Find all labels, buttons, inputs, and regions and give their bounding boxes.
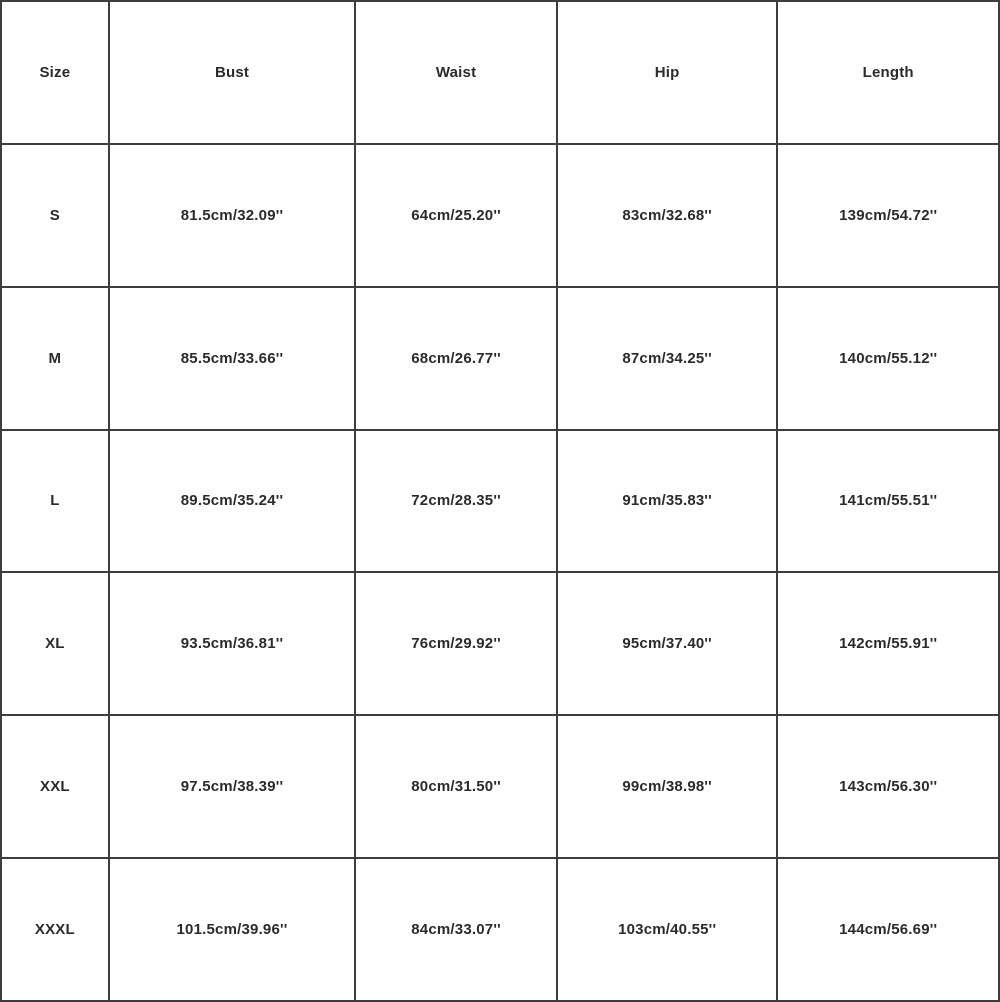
column-header-bust: Bust <box>109 1 356 144</box>
length-cell: 143cm/56.30'' <box>777 715 999 858</box>
table-row <box>1 430 999 573</box>
column-header-length: Length <box>777 1 999 144</box>
hip-cell: 103cm/40.55'' <box>557 858 778 1001</box>
hip-cell: 99cm/38.98'' <box>557 715 778 858</box>
bust-cell: 93.5cm/36.81'' <box>109 572 356 715</box>
size-cell: XL <box>1 572 109 715</box>
table-row <box>1 144 999 287</box>
bust-cell: 101.5cm/39.96'' <box>109 858 356 1001</box>
length-cell: 140cm/55.12'' <box>777 287 999 430</box>
bust-cell: 81.5cm/32.09'' <box>109 144 356 287</box>
column-header-hip: Hip <box>557 1 778 144</box>
size-cell: XXL <box>1 715 109 858</box>
length-cell: 144cm/56.69'' <box>777 858 999 1001</box>
size-cell: XXXL <box>1 858 109 1001</box>
waist-cell: 84cm/33.07'' <box>355 858 557 1001</box>
size-cell: L <box>1 430 109 573</box>
waist-cell: 64cm/25.20'' <box>355 144 557 287</box>
table-body <box>1 144 999 1001</box>
bust-cell: 85.5cm/33.66'' <box>109 287 356 430</box>
column-header-waist: Waist <box>355 1 557 144</box>
table-row <box>1 858 999 1001</box>
length-cell: 142cm/55.91'' <box>777 572 999 715</box>
hip-cell: 95cm/37.40'' <box>557 572 778 715</box>
bust-cell: 97.5cm/38.39'' <box>109 715 356 858</box>
waist-cell: 72cm/28.35'' <box>355 430 557 573</box>
table-row <box>1 572 999 715</box>
hip-cell: 87cm/34.25'' <box>557 287 778 430</box>
waist-cell: 76cm/29.92'' <box>355 572 557 715</box>
length-cell: 141cm/55.51'' <box>777 430 999 573</box>
hip-cell: 91cm/35.83'' <box>557 430 778 573</box>
size-cell: S <box>1 144 109 287</box>
bust-cell: 89.5cm/35.24'' <box>109 430 356 573</box>
header-row <box>1 1 999 144</box>
table-row <box>1 715 999 858</box>
hip-cell: 83cm/32.68'' <box>557 144 778 287</box>
waist-cell: 80cm/31.50'' <box>355 715 557 858</box>
table-row <box>1 287 999 430</box>
size-cell: M <box>1 287 109 430</box>
column-header-size: Size <box>1 1 109 144</box>
waist-cell: 68cm/26.77'' <box>355 287 557 430</box>
length-cell: 139cm/54.72'' <box>777 144 999 287</box>
